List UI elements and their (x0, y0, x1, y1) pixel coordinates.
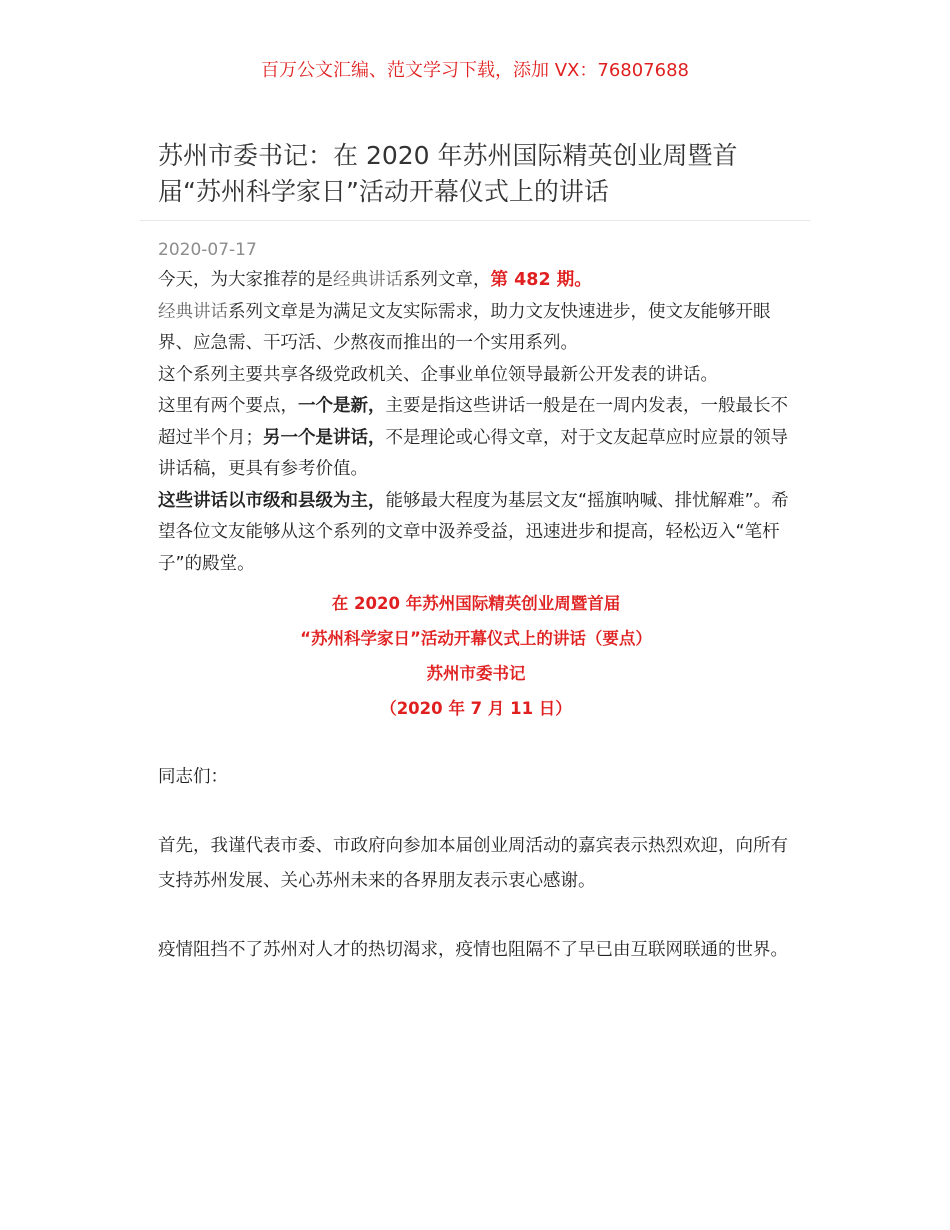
intro-paragraph-3: 这个系列主要共享各级党政机关、企事业单位领导最新公开发表的讲话。 (158, 364, 718, 385)
intro-paragraph-1 (158, 265, 794, 297)
body-paragraph-2: 疫情阻挡不了苏州对人才的热切渴求，疫情也阻隔不了早已由互联网联通的世界。 (158, 940, 788, 960)
article-content (158, 265, 794, 968)
spacer (158, 795, 794, 829)
intro-text: 能够最大程度为基层文友“摇旗呐喊、排忧解难”。希望各位文友能够从这个系列的文章中汲养受益，迅速进步和提高，轻松迈入“笔杆子”的殿堂。 (158, 490, 789, 574)
promo-banner: 百万公文汇编、范文学习下载，添加 VX：76807688 (261, 60, 689, 81)
series-name: 经典讲话 (333, 270, 403, 290)
intro-text: 不是理论或心得文章，对于文友起草应时应景的领导讲话稿，更具有参考价值。 (158, 427, 788, 479)
speech-speaker: 苏州市委书记 (426, 664, 526, 683)
issue-number: 第 482 期。 (490, 270, 592, 290)
intro-text: 主要是指这些讲话一般是在一周内发表，一般最长不超过半个月； (158, 396, 788, 448)
intro-text: 系列文章是为满足文友实际需求，助力文友快速进步，使文友能够开眼界、应急需、干巧活、少熬夜而推出的一个实用系列。 (158, 301, 771, 353)
spacer (158, 899, 794, 933)
spacer (158, 726, 794, 760)
speech-title-line-1: 在 2020 年苏州国际精英创业周暨首届 (331, 594, 621, 613)
salutation: 同志们： (158, 767, 228, 787)
speech-header (158, 586, 794, 726)
emphasis-text: 一个是新， (298, 396, 386, 416)
emphasis-text: 这些讲话以市级和县级为主， (158, 490, 386, 511)
intro-text: 系列文章， (403, 270, 491, 290)
title-divider (140, 220, 810, 221)
intro-paragraph-5 (158, 486, 794, 581)
speech-date: （2020 年 7 月 11 日） (380, 699, 572, 718)
publish-date: 2020-07-17 (158, 240, 257, 260)
page-title: 苏州市委书记：在 2020 年苏州国际精英创业周暨首届“苏州科学家日”活动开幕仪式上的讲话 (158, 141, 738, 206)
intro-paragraph-2 (158, 297, 794, 360)
emphasis-text: 另一个是讲话， (263, 427, 386, 448)
intro-paragraph-4 (158, 391, 794, 486)
speech-title-line-2: “苏州科学家日”活动开幕仪式上的讲话（要点） (300, 629, 652, 648)
series-name: 经典讲话 (158, 301, 228, 322)
body-paragraph-1: 首先，我谨代表市委、市政府向参加本届创业周活动的嘉宾表示热烈欢迎，向所有支持苏州发展、关心苏州未来的各界朋友表示衷心感谢。 (158, 836, 788, 891)
intro-text: 今天，为大家推荐的是 (158, 270, 333, 290)
intro-text: 这里有两个要点， (158, 396, 298, 416)
